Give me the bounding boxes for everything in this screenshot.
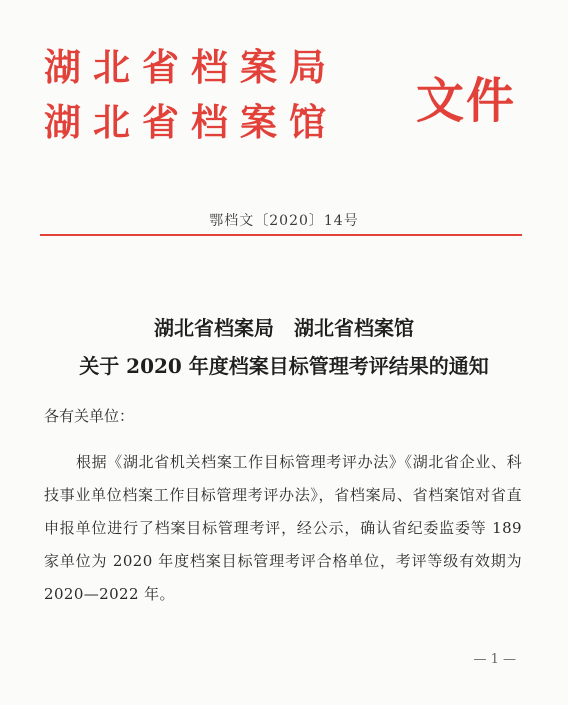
red-divider — [40, 234, 522, 236]
salutation: 各有关单位： — [44, 407, 135, 425]
org-name-archives: 湖北省档案馆 — [44, 101, 338, 144]
issuing-organizations — [44, 40, 338, 150]
page-number-text: — 1 — — [473, 652, 516, 667]
title-line-2: 关于 2020 年度档案目标管理考评结果的通知 — [79, 354, 489, 378]
body-paragraph: 根据《湖北省机关档案工作目标管理考评办法》《湖北省企业、科技事业单位档案工作目标管理考评办法》，省档案局、省档案馆对省直申报单位进行了档案目标管理考评，经公示，确认省纪委监委等 189 家单位为 2020 年度档案目标管理考评合格单位，考评等级有效期为 2020—2022 年。 — [44, 453, 522, 603]
document-number: 鄂档文〔2020〕14号 — [209, 213, 359, 229]
doc-type-label: 文件 — [416, 73, 517, 129]
page-number — [0, 652, 568, 667]
org-name-bureau: 湖北省档案局 — [44, 46, 338, 89]
title-line-1: 湖北省档案局 湖北省档案馆 — [154, 316, 414, 340]
